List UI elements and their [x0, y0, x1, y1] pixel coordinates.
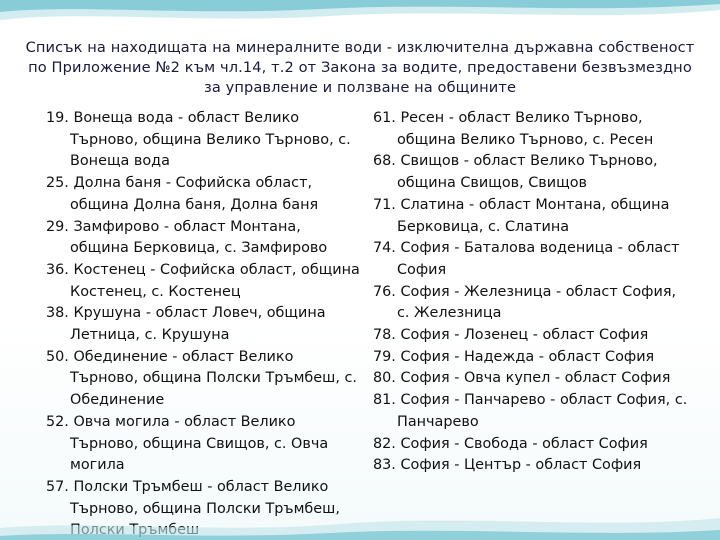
list-item: 25. Долна баня - Софийска област, община Долна баня, Долна баня	[46, 175, 319, 213]
list-item: 50. Обединение - област Велико Търново, община Полски Тръмбеш, с. Обединение	[46, 348, 357, 409]
list-item: 61. Ресен - област Велико Търново, община Велико Търново, с. Ресен	[373, 110, 654, 148]
list-item: 79. София - Надежда - област София	[373, 348, 655, 365]
list-item: 74. София - Баталова воденица - област София	[373, 240, 680, 278]
list-item: 78. София - Лозенец - област София	[373, 327, 649, 344]
list-item: 80. София - Овча купел - област София	[373, 370, 671, 387]
bottom-wave-decoration	[0, 500, 720, 540]
list-item: 38. Крушуна - област Ловеч, община Летница, с. Крушуна	[46, 305, 326, 344]
list-item: 57. Полски Тръмбеш - област Велико Търново, община Полски Тръмбеш,	[46, 478, 340, 517]
page-title: Списък на находищата на минералните води - изключителна държавна собственост по Приложение №2 към чл.14, т.2 от Закона за водите, предоставени безвъзмездно за управление и ползване на общините	[25, 39, 695, 96]
list-item: 81. София - Панчарево - област София, с. Панчарево	[373, 392, 688, 430]
list-item: 52. Овча могила - област Велико Търново, община Свищов, с. Овча могила	[46, 413, 329, 474]
top-wave-decoration	[0, 0, 720, 34]
list-item: 76. София - Железница - област София, с. Железница	[373, 283, 677, 322]
left-column-list	[46, 108, 364, 540]
list-item: 29. Замфирово - област Монтана, община Берковица, с. Замфирово	[46, 218, 328, 257]
list-item: 82. София - Свобода - област София	[373, 435, 648, 452]
right-column-list	[373, 108, 689, 477]
list-item: 36. Костенец - Софийска област, община Костенец, с. Костенец	[46, 261, 360, 300]
list-item: 68. Свищов - област Велико Търново, община Свищов, Свищов	[373, 153, 658, 192]
list-item: 83. София - Център - област София	[373, 457, 642, 474]
list-item: 71. Слатина - област Монтана, община Берковица, с. Слатина	[373, 196, 670, 235]
list-item: 19. Вонеща вода - област Велико Търново, община Велико Търново, с. Вонеща вода	[46, 110, 351, 170]
